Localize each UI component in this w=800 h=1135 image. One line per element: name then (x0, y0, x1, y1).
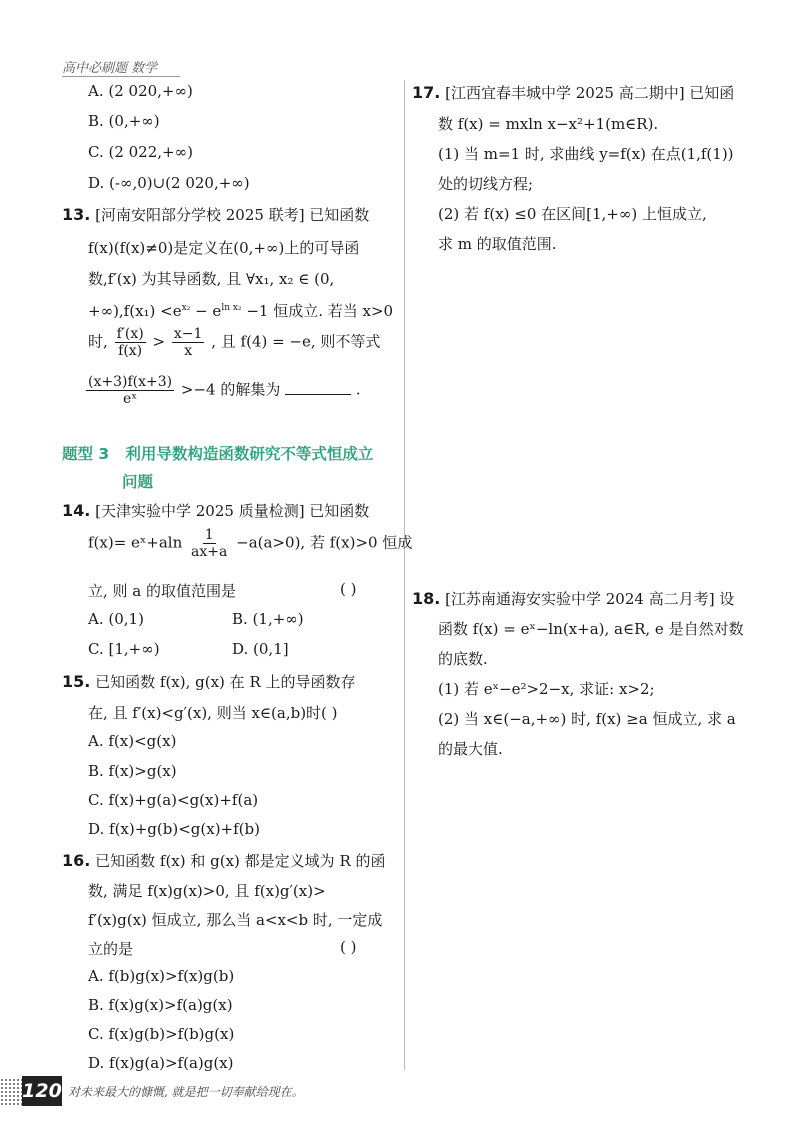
q17-line6: 求 m 的取值范围. (438, 235, 557, 253)
fraction-1-over-ax-plus-a: $\frac{1}{ax+a}$ (191, 527, 228, 561)
section-label: 题型 3 (62, 445, 110, 463)
fraction-f-prime-over-f: $\frac{f'(x)}{f(x)}$ (116, 326, 144, 360)
q17-line2: 数 f(x) = mxln x−x²+1(m∈R). (438, 115, 659, 133)
q17-line3: (1) 当 m=1 时, 求曲线 y=f(x) 在点(1,f(1)) (438, 145, 734, 163)
q12-option-b: B. (0,+∞) (88, 112, 160, 130)
q15-line2: 在, 且 f′(x)<g′(x), 则当 x∈(a,b)时( ) (88, 704, 338, 722)
q13-line3: 数,f′(x) 为其导函数, 且 ∀x₁, x₂ ∈ (0, (88, 270, 335, 288)
q13-line5: 时, $\frac{f'(x)}{f(x)}$ > $\frac{x-1}{x}$ , 且 f(4) = −e, 则不等式 (88, 326, 381, 360)
q13-line6: $\frac{(x+3)f(x+3)}{\text{eˣ}}$ >−4 的解集为 . (88, 374, 361, 408)
q17-line5: (2) 若 f(x) ≤0 在区间[1,+∞) 上恒成立, (438, 205, 707, 223)
q18-line3: 的底数. (438, 650, 488, 668)
q14-number: 14. (62, 501, 91, 520)
q16-option-b: B. f(x)g(x)>f(a)g(x) (88, 996, 233, 1014)
page-number: 120 (22, 1076, 62, 1106)
q15-number: 15. (62, 672, 91, 691)
q15-option-d: D. f(x)+g(b)<g(x)+f(b) (88, 820, 260, 838)
section-title: 利用导数构造函数研究不等式恒成立 (125, 445, 374, 463)
q15-option-b: B. f(x)>g(x) (88, 762, 177, 780)
q18-line1: 18. [江苏南通海安实验中学 2024 高二月考] 设 (412, 589, 735, 608)
q18-line2: 函数 f(x) = eˣ−ln(x+a), a∈R, e 是自然对数 (438, 620, 744, 638)
q15-option-c: C. f(x)+g(a)<g(x)+f(a) (88, 791, 259, 809)
q16-line2: 数, 满足 f(x)g(x)>0, 且 f(x)g′(x)> (88, 882, 326, 900)
running-header: 高中必刷题 数学 (62, 61, 158, 76)
q14-option-b: B. (1,+∞) (232, 610, 304, 628)
q15-line1: 15. 已知函数 f(x), g(x) 在 R 上的导函数存 (62, 672, 356, 691)
q17-number: 17. (412, 83, 441, 102)
q14-line3: 立, 则 a 的取值范围是 (88, 582, 237, 600)
q15-option-a: A. f(x)<g(x) (88, 732, 177, 750)
q13-number: 13. (62, 205, 91, 224)
q16-number: 16. (62, 851, 91, 870)
footer-dot-pattern (0, 1078, 22, 1106)
q17-line1: 17. [江西宜春丰城中学 2025 高二期中] 已知函 (412, 83, 735, 102)
q16-option-c: C. f(x)g(b)>f(b)g(x) (88, 1025, 235, 1043)
q12-option-c: C. (2 022,+∞) (88, 143, 193, 161)
q18-line6: 的最大值. (438, 740, 503, 758)
fraction-x-minus-1-over-x: $\frac{x-1}{x}$ (173, 326, 203, 360)
footer-motto: 对未来最大的慷慨, 就是把一切奉献给现在。 (68, 1085, 304, 1099)
q14-option-a: A. (0,1) (88, 610, 144, 628)
section-heading (62, 442, 373, 464)
q14-line2: f(x)= eˣ+aln $\frac{1}{ax+a}$ −a(a>0), 若 f(x)>0 恒成 (88, 527, 413, 561)
q13-line1: 13. [河南安阳部分学校 2025 联考] 已知函数 (62, 205, 370, 224)
q17-line4: 处的切线方程; (438, 175, 534, 193)
q16-option-d: D. f(x)g(a)>f(a)g(x) (88, 1054, 234, 1072)
q14-option-c: C. [1,+∞) (88, 640, 160, 658)
q14-line1: 14. [天津实验中学 2025 质量检测] 已知函数 (62, 501, 370, 520)
q14-answer-paren[interactable]: ( ) (340, 580, 357, 598)
answer-blank[interactable] (285, 380, 351, 395)
fraction-inequality: $\frac{(x+3)f(x+3)}{\text{eˣ}}$ (88, 374, 173, 408)
q16-line4: 立的是 (88, 940, 134, 958)
q18-number: 18. (412, 589, 441, 608)
q13-line4: $+\infty),f(x_1) <e^{x_2} - e^{ln x_2} -1$ 恒成立. 若当 x>0 (88, 302, 394, 320)
column-divider (404, 80, 405, 1070)
q16-option-a: A. f(b)g(x)>f(x)g(b) (88, 967, 235, 985)
header-rule (62, 76, 180, 77)
q18-line4: (1) 若 eˣ−e²>2−x, 求证: x>2; (438, 680, 655, 698)
q13-line2: f(x)(f(x)≠0)是定义在(0,+∞)上的可导函 (88, 239, 360, 257)
q12-option-d: D. (-∞,0)∪(2 020,+∞) (88, 174, 250, 192)
q12-option-a: A. (2 020,+∞) (88, 82, 193, 100)
q14-option-d: D. (0,1] (232, 640, 289, 658)
q16-line1: 16. 已知函数 f(x) 和 g(x) 都是定义域为 R 的函 (62, 851, 386, 870)
section-title-line2: 问题 (122, 473, 154, 491)
q18-line5: (2) 当 x∈(−a,+∞) 时, f(x) ≥a 恒成立, 求 a (438, 710, 736, 728)
q16-answer-paren[interactable]: ( ) (340, 938, 357, 956)
q16-line3: f′(x)g(x) 恒成立, 那么当 a<x<b 时, 一定成 (88, 911, 383, 929)
